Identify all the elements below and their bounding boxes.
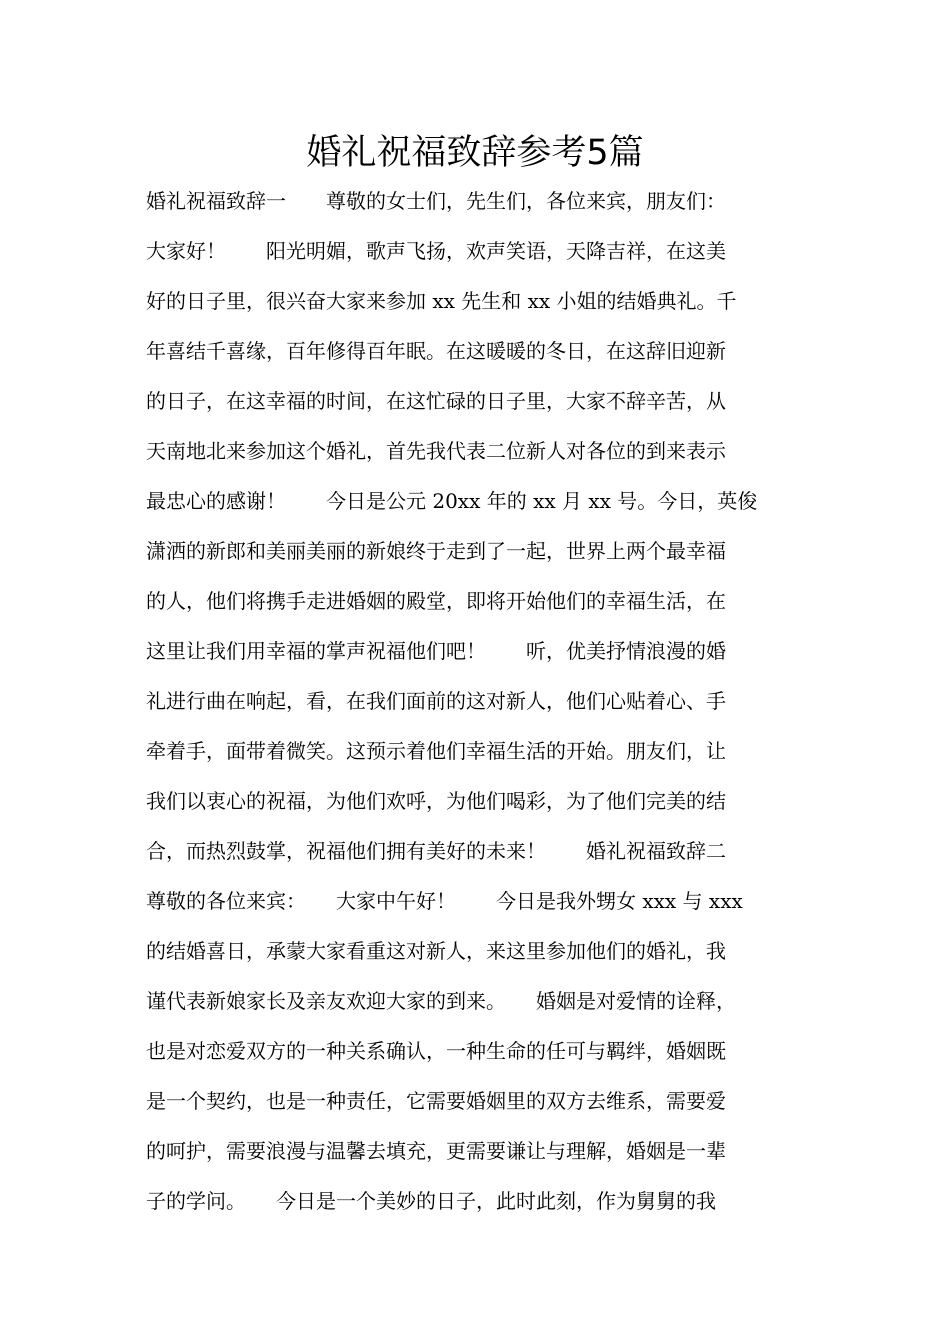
body-line: 谨代表新娘家长及亲友欢迎大家的到来。 婚姻是对爱情的诠释， — [146, 989, 736, 1013]
body-line: 最忠心的感谢！ 今日是公元 20xx 年的 xx 月 xx 号。今日，英俊 — [146, 489, 758, 513]
body-line: 大家好！ 阳光明媚，歌声飞扬，欢声笑语，天降吉祥，在这美 — [146, 239, 726, 263]
body-line: 合，而热烈鼓掌，祝福他们拥有美好的未来！ 婚礼祝福致辞二 — [146, 839, 726, 863]
body-line: 我们以衷心的祝福，为他们欢呼，为他们喝彩，为了他们完美的结 — [146, 789, 726, 813]
body-line: 好的日子里，很兴奋大家来参加 xx 先生和 xx 小姐的结婚典礼。千 — [146, 289, 737, 313]
body-line: 礼进行曲在响起，看，在我们面前的这对新人，他们心贴着心、手 — [146, 689, 726, 713]
body-line: 的呵护，需要浪漫与温馨去填充，更需要谦让与理解，婚姻是一辈 — [146, 1139, 726, 1163]
body-line: 也是对恋爱双方的一种关系确认，一种生命的任可与羁绊，婚姻既 — [146, 1039, 726, 1063]
body-line: 天南地北来参加这个婚礼，首先我代表二位新人对各位的到来表示 — [146, 439, 726, 463]
document-title: 婚礼祝福致辞参考5篇 — [306, 133, 644, 173]
body-line: 子的学问。 今日是一个美妙的日子，此时此刻，作为舅舅的我 — [146, 1189, 716, 1213]
body-line: 牵着手，面带着微笑。这预示着他们幸福生活的开始。朋友们，让 — [146, 739, 726, 763]
body-line: 是一个契约，也是一种责任，它需要婚姻里的双方去维系，需要爱 — [146, 1089, 726, 1113]
body-line: 尊敬的各位来宾： 大家中午好！ 今日是我外甥女 xxx 与 xxx — [146, 889, 743, 913]
body-line: 潇洒的新郎和美丽美丽的新娘终于走到了一起，世界上两个最幸福 — [146, 539, 726, 563]
body-line: 的结婚喜日，承蒙大家看重这对新人，来这里参加他们的婚礼，我 — [146, 939, 726, 963]
body-line: 年喜结千喜缘，百年修得百年眠。在这暖暖的冬日，在这辞旧迎新 — [146, 339, 726, 363]
body-line: 婚礼祝福致辞一 尊敬的女士们，先生们，各位来宾，朋友们： — [146, 189, 726, 213]
body-line: 的日子，在这幸福的时间，在这忙碌的日子里，大家不辞辛苦，从 — [146, 389, 726, 413]
body-line: 的人，他们将携手走进婚姻的殿堂，即将开始他们的幸福生活，在 — [146, 589, 726, 613]
body-line: 这里让我们用幸福的掌声祝福他们吧！ 听，优美抒情浪漫的婚 — [146, 639, 726, 663]
